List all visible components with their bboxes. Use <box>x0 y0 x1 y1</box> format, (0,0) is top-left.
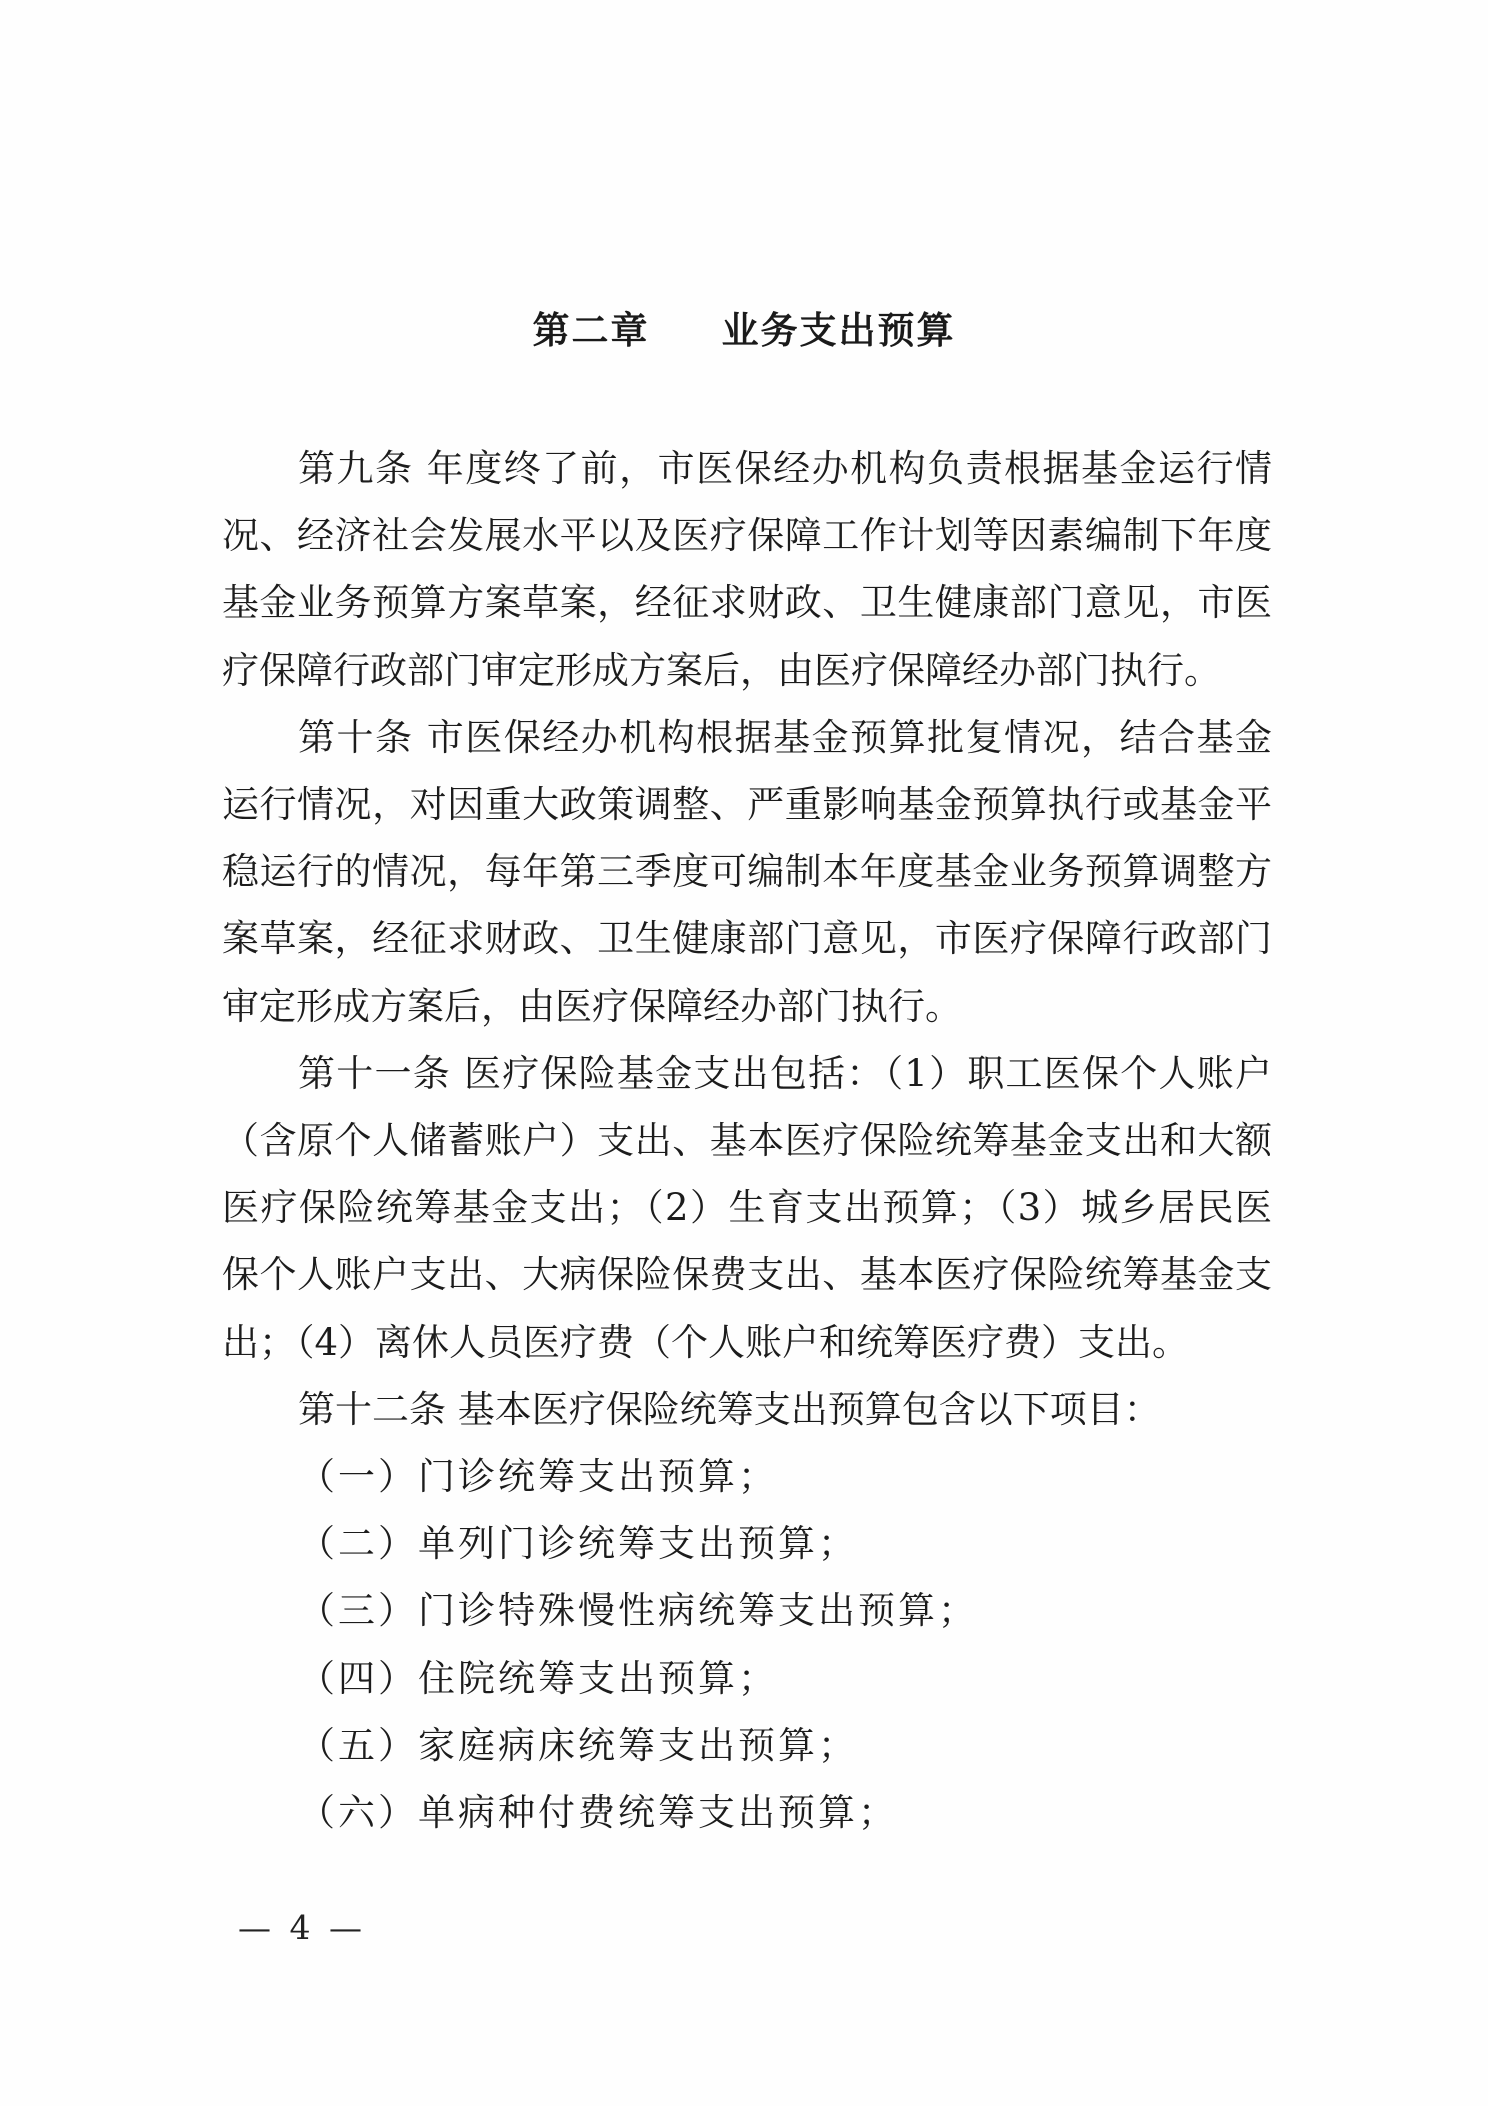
chapter-title: 业务支出预算 <box>721 309 956 352</box>
article-9-line-2: 况、经济社会发展水平以及医疗保障工作计划等因素编制下年度 <box>222 514 1272 557</box>
article-10-line-5: 审定形成方案后，由医疗保障经办部门执行。 <box>222 985 962 1028</box>
article-12-line-1: 第十二条 基本医疗保险统筹支出预算包含以下项目： <box>298 1388 1161 1431</box>
list-item: （二）单列门诊统筹支出预算； <box>298 1522 858 1565</box>
article-10-line-3: 稳运行的情况，每年第三季度可编制本年度基金业务预算调整方 <box>222 850 1272 893</box>
chapter-number: 第二章 <box>532 309 650 352</box>
list-item: （五）家庭病床统筹支出预算； <box>298 1724 858 1767</box>
article-10-line-1: 第十条 市医保经办机构根据基金预算批复情况，结合基金 <box>298 716 1272 759</box>
article-11-line-2: （含原个人储蓄账户）支出、基本医疗保险统筹基金支出和大额 <box>222 1119 1272 1162</box>
article-9-line-1: 第九条 年度终了前，市医保经办机构负责根据基金运行情 <box>298 447 1272 490</box>
list-item: （三）门诊特殊慢性病统筹支出预算； <box>298 1589 978 1632</box>
article-10-line-4: 案草案，经征求财政、卫生健康部门意见，市医疗保障行政部门 <box>222 917 1272 960</box>
list-item: （一）门诊统筹支出预算； <box>298 1455 778 1498</box>
article-11-line-1: 第十一条 医疗保险基金支出包括：（1）职工医保个人账户 <box>298 1052 1272 1095</box>
article-9-line-4: 疗保障行政部门审定形成方案后，由医疗保障经办部门执行。 <box>222 649 1221 692</box>
article-11-line-5: 出；（4）离休人员医疗费（个人账户和统筹医疗费）支出。 <box>222 1321 1190 1364</box>
list-item: （四）住院统筹支出预算； <box>298 1657 778 1700</box>
article-9-line-3: 基金业务预算方案草案，经征求财政、卫生健康部门意见，市医 <box>222 581 1272 624</box>
list-item: （六）单病种付费统筹支出预算； <box>298 1791 898 1834</box>
article-11-line-4: 保个人账户支出、大病保险保费支出、基本医疗保险统筹基金支 <box>222 1253 1272 1296</box>
article-11-line-3: 医疗保险统筹基金支出；（2）生育支出预算；（3）城乡居民医 <box>222 1186 1272 1229</box>
article-10-line-2: 运行情况，对因重大政策调整、严重影响基金预算执行或基金平 <box>222 783 1272 826</box>
page-number: — 4 — <box>238 1908 366 1947</box>
chapter-heading <box>0 300 1488 354</box>
